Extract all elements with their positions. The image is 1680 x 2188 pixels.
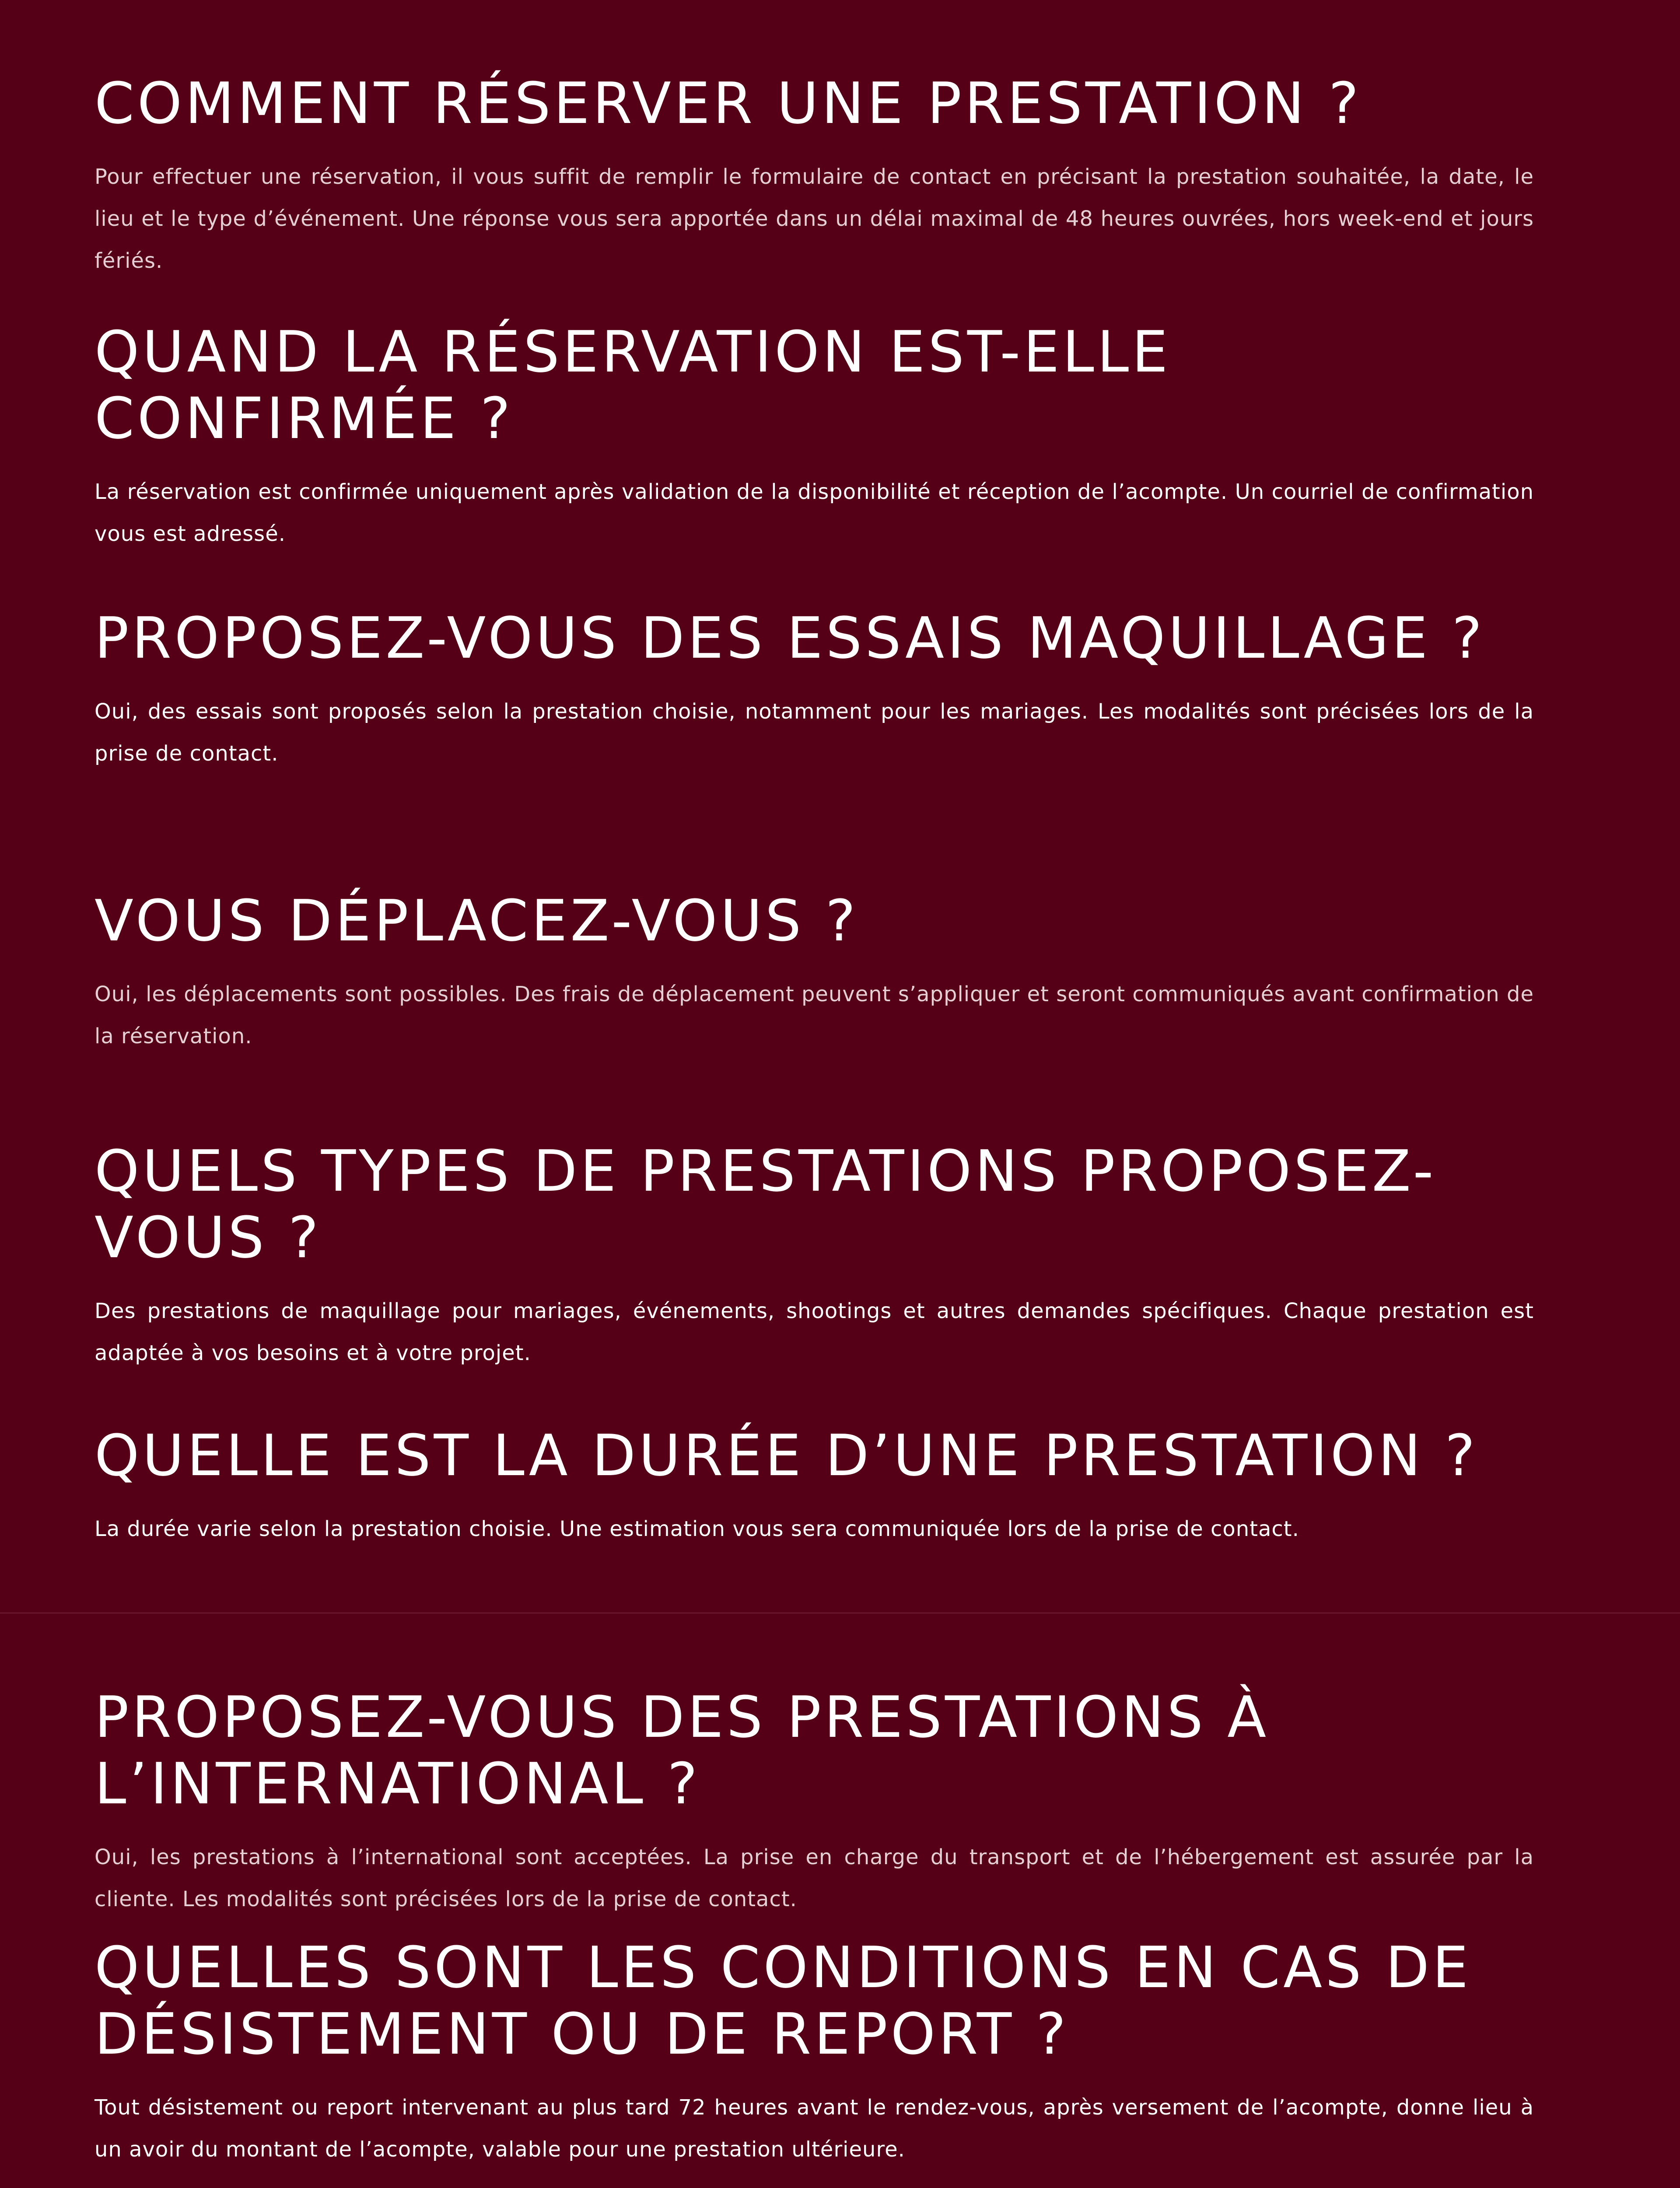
faq-item-deplacement xyxy=(94,887,1564,1057)
faq-answer: Oui, les déplacements sont possibles. Des frais de déplacement peuvent s’appliquer et seront communiqués avant confirmation de la réservation. xyxy=(94,982,1534,1048)
faq-answer: Des prestations de maquillage pour mariages, événements, shootings et autres demandes spécifiques. Chaque prestation est adaptée à vos besoins et à votre projet. xyxy=(94,1299,1534,1365)
faq-question: PROPOSEZ-VOUS DES ESSAIS MAQUILLAGE ? xyxy=(94,605,1485,671)
faq-question: QUELLES SONT LES CONDITIONS EN CAS DE DÉSISTEMENT OU DE REPORT ? xyxy=(94,1934,1472,2067)
faq-item-duree xyxy=(94,1422,1564,1550)
faq-answer: La durée varie selon la prestation choisie. Une estimation vous sera communiquée lors de la prise de contact. xyxy=(94,1517,1299,1541)
faq-question: COMMENT RÉSERVER UNE PRESTATION ? xyxy=(94,70,1362,137)
faq-item-desistement xyxy=(94,1934,1564,2188)
faq-item-types xyxy=(94,1138,1564,1374)
faq-question: PROPOSEZ-VOUS DES PRESTATIONS À L’INTERNATIONAL ? xyxy=(94,1684,1270,1817)
faq-answer: La réservation est confirmée uniquement après validation de la disponibilité et réception de l’acompte. Un courriel de confirmation vous est adressé. xyxy=(94,480,1534,546)
faq-item-confirmation xyxy=(94,319,1564,555)
faq-question: VOUS DÉPLACEZ-VOUS ? xyxy=(94,887,859,954)
faq-item-reservation xyxy=(94,70,1564,282)
faq-question: QUELS TYPES DE PRESTATIONS PROPOSEZ-VOUS ? xyxy=(94,1138,1437,1271)
faq-item-essais xyxy=(94,605,1564,775)
faq-question: QUELLE EST LA DURÉE D’UNE PRESTATION ? xyxy=(94,1422,1478,1489)
faq-answer: Oui, les prestations à l’international sont acceptées. La prise en charge du transport et de l’hébergement est assurée par la cliente. Les modalités sont précisées lors de la prise de contact. xyxy=(94,1845,1534,1911)
faq-answer: Oui, des essais sont proposés selon la prestation choisie, notamment pour les mariages. Les modalités sont précisées lors de la prise de contact. xyxy=(94,699,1534,766)
faq-answer: Tout désistement ou report intervenant au plus tard 72 heures avant le rendez-vous, après versement de l’acompte, donne lieu à un avoir du montant de l’acompte, valable pour une prestation ultérieure. xyxy=(94,2095,1534,2162)
faq-answer: Pour effectuer une réservation, il vous suffit de remplir le formulaire de contact en précisant la prestation souhaitée, la date, le lieu et le type d’événement. Une réponse vous sera apportée dans un délai maximal de 48 heures ouvrées, hors week-end et jours fériés. xyxy=(94,165,1534,273)
faq-question: QUAND LA RÉSERVATION EST-ELLE CONFIRMÉE ? xyxy=(94,319,1171,452)
faq-item-international xyxy=(94,1684,1564,1920)
